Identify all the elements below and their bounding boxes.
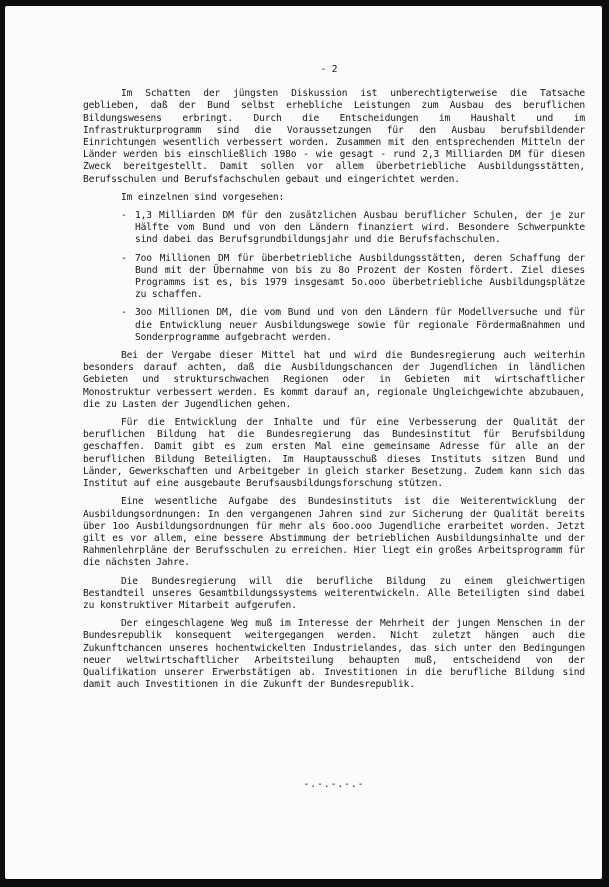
list-item-text: 3oo Millionen DM, die vom Bund und von den Ländern für Modellversuche und für die Entwicklung neuer Ausbildungswege sowie für regionale Fördermaßnahmen und Sonderprogramme aufgebracht werden. xyxy=(135,307,585,343)
list-item-text: 7oo Millionen DM für überbetriebliche Ausbildungsstätten, deren Schaffung der Bund mit der Übernahme von bis zu 8o Prozent der Kosten fördert. Ziel dieses Programms ist es, bis 1979 insgesamt 5o.ooo überbetriebliche Ausbildungsplätze zu schaffen. xyxy=(135,252,585,301)
dash-bullet-icon: - xyxy=(121,307,127,319)
document-body xyxy=(83,64,585,792)
paragraph: Für die Entwicklung der Inhalte und für eine Verbesserung der Qualität der beruflichen Bildung hat die Bundesregierung das Bundesinstitut für Berufsbildung geschaffen. Damit gibt es zum ersten Mal eine gemeinsame Adresse für alle an der beruflichen Bildung Beteiligten. Im Hauptausschuß dieses Instituts sitzen Bund und Länder, Gewerkschaften und Arbeitgeber in gleich starker Besetzung. Zudem kann sich das Institut auf eine ausgebaute Berufsausbildungsforschung stützen. xyxy=(83,417,585,490)
paragraph-list-lead: Im einzelnen sind vorgesehen: xyxy=(121,191,285,203)
paragraph: Die Bundesregierung will die berufliche Bildung zu einem gleichwertigen Bestandteil unseres Gesamtbildungssystems weiterentwickeln. Alle Beteiligten sind dabei zu konstruktiver Mitarbeit aufgerufen. xyxy=(83,575,585,611)
list-item xyxy=(121,210,585,247)
page-number: - 2 xyxy=(320,64,338,75)
list-item xyxy=(121,307,585,344)
document-page xyxy=(5,6,602,879)
dash-bullet-icon: - xyxy=(121,210,127,222)
paragraph: Bei der Vergabe dieser Mittel hat und wird die Bundesregierung auch weiterhin besonders darauf achten, daß die Ausbildungschancen der Jugendlichen in ländlichen Gebieten und strukturschwachen Regionen oder in Gebieten mit wirtschaftlicher Monostruktur verbessert werden. Es kommt darauf an, regionale Ungleichgewichte abzubauen, die zu Lasten der Jugendlichen gehen. xyxy=(83,350,585,410)
paragraph: Eine wesentliche Aufgabe des Bundesinstituts ist die Weiterentwicklung der Ausbildungsordnungen: In den vergangenen Jahren sind zur Sicherung der Qualität bereits über 1oo Ausbildungsordnungen für mehr als 6oo.ooo Jugendliche erarbeitet worden. Jetzt gilt es vor allem, eine bessere Abstimmung der betrieblichen Ausbildungsinhalte und der Rahmenlehrpläne der Berufsschulen zu erreichen. Hier liegt ein großes Arbeitsprogramm für die nächsten Jahre. xyxy=(83,496,585,569)
paragraph-intro: Im Schatten der jüngsten Diskussion ist unberechtigterweise die Tatsache geblieben, daß der Bund selbst erhebliche Leistungen zum Ausbau des beruflichen Bildungswesens erbringt. Durch die Entscheidungen im Haushalt und im Infrastrukturprogramm sind die Voraussetzungen für den Ausbau berufsbildender Einrichtungen wesentlich verbessert worden. Zusammen mit den entsprechenden Mitteln der Länder werden bis einschließlich 198o - wie gesagt - rund 2,3 Milliarden DM für diesen Zweck bereitgestellt. Damit sollen vor allem überbetriebliche Ausbildungsstätten, Berufsschulen und Berufsfachschulen gebaut und eingerichtet werden. xyxy=(83,88,585,185)
end-separator: -.-.-.-.- xyxy=(303,779,365,791)
list-item-text: 1,3 Milliarden DM für den zusätzlichen Ausbau beruflicher Schulen, der je zur Hälfte vom Bund und von den Ländern finanziert wird. Besondere Schwerpunkte sind dabei das Berufsgrundbildungsjahr und die Berufsfachschulen. xyxy=(135,210,585,246)
list-item xyxy=(121,253,585,302)
paragraph: Der eingeschlagene Weg muß im Interesse der Mehrheit der jungen Menschen in der Bundesrepublik konsequent weitergegangen werden. Nicht zuletzt hängen auch die Zukunftchancen unseres hochentwickelten Industrielandes, das sich unter den Bedingungen neuer weltwirtschaftlicher Arbeitsteilung behaupten muß, entscheidend von der Qualifikation unserer Erwerbstätigen ab. Investitionen in die berufliche Bildung sind damit auch Investitionen in die Zukunft der Bundesrepublik. xyxy=(83,618,585,691)
dash-bullet-icon: - xyxy=(121,252,127,264)
